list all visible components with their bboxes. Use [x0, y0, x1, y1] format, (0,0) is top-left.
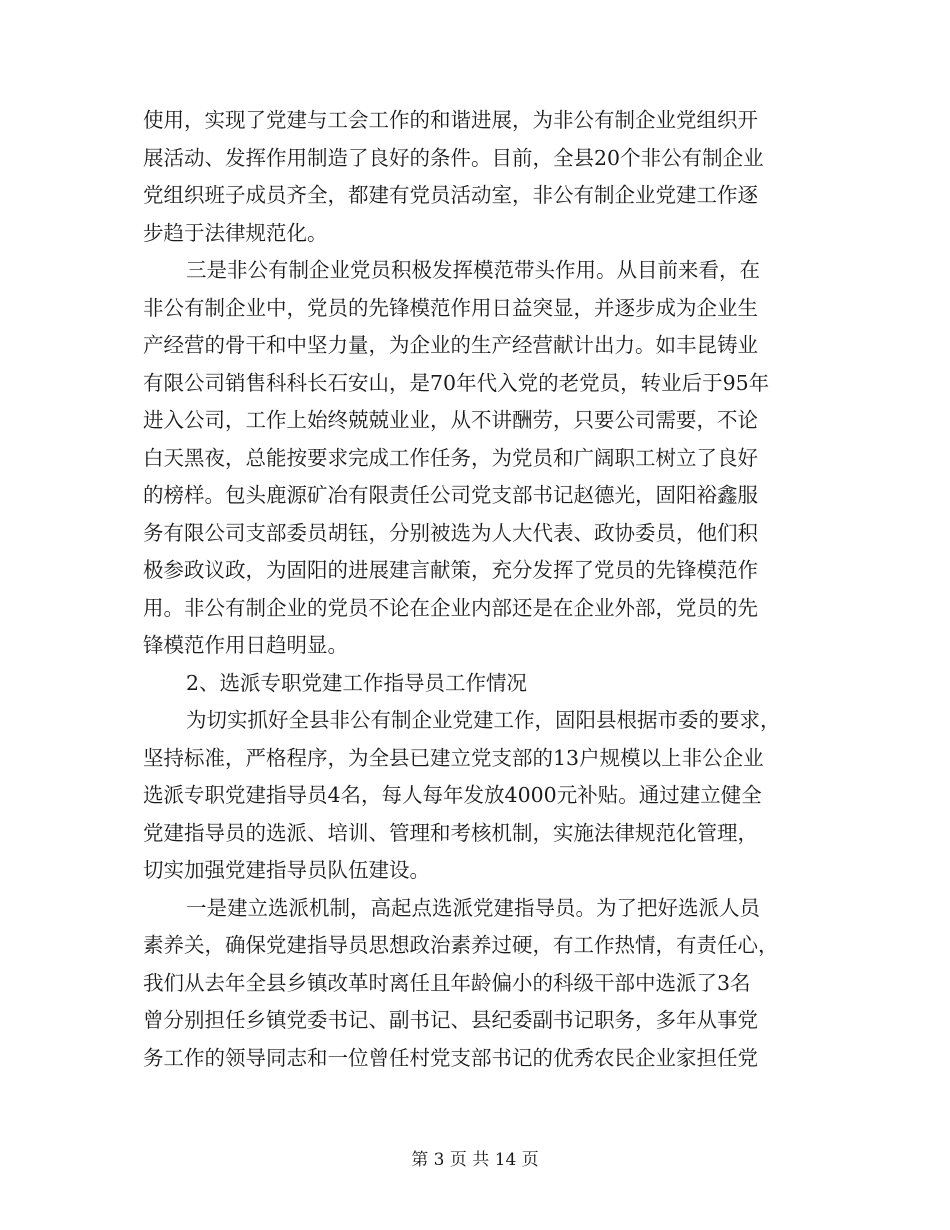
text-line: 素养关，确保党建指导员思想政治素养过硬，有工作热情，有责任心，	[143, 933, 779, 957]
text-line: 坚持标准，严格程序，为全县已建立党支部的13户规模以上非公企业	[143, 745, 764, 770]
text-line: 展活动、发挥作用制造了良好的条件。目前，全县20个非公有制企业	[143, 145, 764, 170]
text-line: 切实加强党建指导员队伍建设。	[143, 858, 430, 882]
text-line: 产经营的骨干和中坚力量，为企业的生产经营献计出力。如丰昆铸业	[143, 333, 758, 357]
text-line: 极参政议政，为固阳的进展建言献策，充分发挥了党员的先锋模范作	[143, 558, 758, 582]
text-line: 非公有制企业中，党员的先锋模范作用日益突显，并逐步成为企业生	[143, 295, 758, 320]
page-number-footer: 第 3 页 共 14 页	[411, 1150, 539, 1170]
text-line: 务有限公司支部委员胡钰，分别被选为人大代表、政协委员，他们积	[143, 520, 758, 545]
text-line: 我们从去年全县乡镇改革时离任且年龄偏小的科级干部中选派了3名	[143, 970, 751, 995]
text-line: 步趋于法律规范化。	[143, 220, 328, 245]
paragraph-first-line: 一是建立选派机制，高起点选派党建指导员。为了把好选派人员	[186, 895, 760, 920]
text-line: 的榜样。包头鹿源矿冶有限责任公司党支部书记赵德光，固阳裕鑫服	[143, 483, 758, 507]
text-line: 进入公司，工作上始终兢兢业业，从不讲酬劳，只要公司需要，不论	[143, 408, 758, 432]
paragraph-first-line: 为切实抓好全县非公有制企业党建工作，固阳县根据市委的要求，	[186, 708, 781, 732]
text-line: 有限公司销售科科长石安山，是70年代入党的老党员，转业后于95年	[143, 370, 770, 395]
text-line: 务工作的领导同志和一位曾任村党支部书记的优秀农民企业家担任党	[143, 1045, 758, 1070]
text-line: 党组织班子成员齐全，都建有党员活动室，非公有制企业党建工作逐	[143, 183, 758, 207]
document-body	[143, 102, 811, 1077]
text-line: 选派专职党建指导员4名，每人每年发放4000元补贴。通过建立健全	[143, 783, 762, 807]
text-line: 曾分别担任乡镇党委书记、副书记、县纪委副书记职务，多年从事党	[143, 1008, 758, 1032]
text-line: 党建指导员的选派、培训、管理和考核机制，实施法律规范化管理，	[143, 820, 758, 845]
text-line: 使用，实现了党建与工会工作的和谐进展，为非公有制企业党组织开	[143, 108, 758, 132]
text-line: 用。非公有制企业的党员不论在企业内部还是在企业外部，党员的先	[143, 595, 758, 620]
section-heading: 2、选派专职党建工作指导员工作情况	[186, 670, 528, 695]
text-line: 锋模范作用日趋明显。	[143, 633, 348, 657]
text-line: 白天黑夜，总能按要求完成工作任务，为党员和广阔职工树立了良好	[143, 445, 758, 470]
paragraph-first-line: 三是非公有制企业党员积极发挥模范带头作用。从目前来看，在	[186, 258, 760, 282]
